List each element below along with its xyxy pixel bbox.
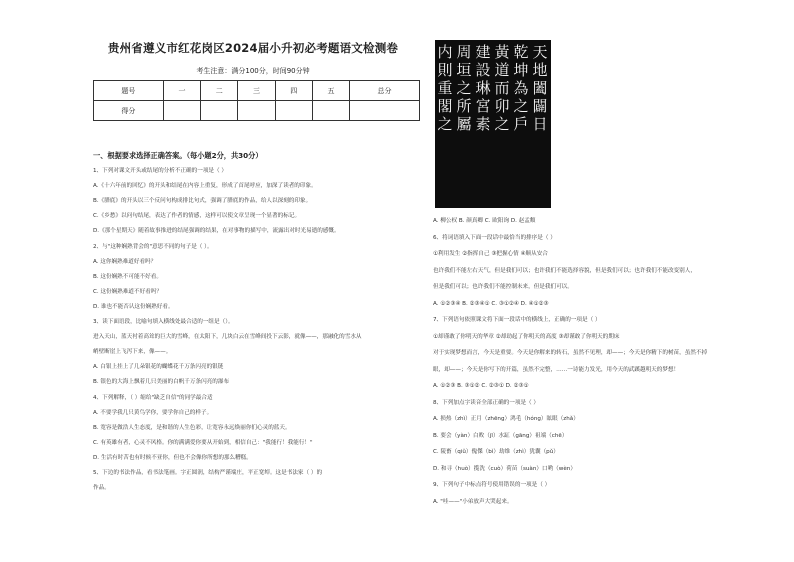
question-line: 8、下列加点字读音全部正确的一项是（ ） [433, 399, 540, 406]
page-title: 贵州省遵义市红花岗区2024届小升初必考题语文检测卷 [107, 41, 399, 55]
question-line: C. 这份娴熟难道不好看吗？ [93, 288, 162, 295]
question-line: 3、读下面语段，比喻句填入横线处最合适的一组是（）。 [93, 319, 234, 325]
question-line: D. 谁也不能否认这份娴熟好看。 [93, 303, 174, 310]
table-cell: 得分 [94, 101, 164, 121]
calligraphy-column: 黃 道 而 卯 之 [494, 43, 510, 133]
question-line: A. "哇——"小弟放声大哭起来。 [433, 498, 513, 505]
question-line: D. 生活有时苦也有时候不亚你，但也不会像你所想的那么糟糕。 [93, 454, 252, 461]
table-cell: 一 [163, 81, 200, 101]
question-line: ①利用发生 ②指挥自己 ③把握心情 ④顺从安合 [433, 251, 548, 257]
section-title: 一、根据要求选择正确答案。（每小题2分，共30分） [93, 151, 263, 160]
question-line: 7、下列语句依照课文将下面一段话中的横线上，正确的一项是（ ） [433, 317, 601, 323]
question-line: C. 陵畜（qiǔ）傀傑（bì）劫维（zhì）犹囊（pǔ） [433, 449, 559, 455]
question-line: D. 和寻（huò）揽洗（cuò）荷苗（suàn）口哟（wèn） [433, 465, 576, 472]
score-cell[interactable] [350, 101, 420, 121]
table-cell: 二 [201, 81, 238, 101]
question-line: 作品。 [93, 485, 110, 492]
question-line: A. 损热（zhì）正月（zhēng）鸿毛（hóng）眩眼（zhǎ） [433, 416, 579, 422]
table-row [94, 81, 420, 101]
question-line: 但是我们可以；也许我们不能控制未来，但是我们可以。 [433, 284, 573, 290]
question-line: 对于实现梦想而言，今天是重要。今天是你解来的转石，虽然不见理，却——；今天是你精下的树苗，虽然不掉 [433, 350, 708, 356]
calligraphy-column: 周 垣 之 所 屬 [456, 43, 472, 133]
calligraphy-column: 天 地 闔 闢 日 [532, 43, 548, 133]
score-cell[interactable] [163, 101, 200, 121]
question-line: 4、下列解释，（ ）缩给"缺乏自信"的同学最合适 [93, 394, 213, 401]
calligraphy-image [435, 40, 551, 208]
question-line: A. 柳公权 B. 颜真卿 C. 欧阳询 D. 赵孟頫 [433, 218, 536, 224]
question-line: 2、与"这种娴熟背会的"意思不同的句子是（ ）。 [93, 243, 213, 250]
question-line: B. 要会（yàn）白败（jī）水缸（gāng）祖端（chē） [433, 432, 568, 439]
question-line: 6、将词语填入下面一段话中最恰当的排序是（ ） [433, 234, 556, 241]
score-cell[interactable] [275, 101, 312, 121]
question-line: 峭壁断崖上飞泻下来，像——。 [93, 349, 172, 356]
score-cell[interactable] [238, 101, 275, 121]
question-line: A. ①②③ B. ③①② C. ②③① D. ②③① [433, 383, 529, 389]
question-line: C.《乡愁》以问句结尾，表达了作者的情感，这样可以使文章呈现一个显著的标记。 [93, 213, 301, 220]
question-line: 眼，却——；今天是你写下的开篇，虽然不完整，……一诗能力发光，用今天的武蹊越明天的梦想！ [433, 366, 680, 373]
question-line: A.《十六年前的回忆》的开头和结尾在内容上重复，形成了首尾呼应，加深了读者的印象。 [93, 183, 317, 190]
question-line: B. 银色的大海上飘着几只美丽的白帆千万条闪亮的瀑布 [93, 379, 230, 386]
table-cell: 三 [238, 81, 275, 101]
table-cell: 五 [312, 81, 349, 101]
question-line: B. 这份娴熟不可能不好看。 [93, 273, 162, 280]
score-cell[interactable] [201, 101, 238, 121]
question-line: A. 白银上挂上了几朵银花的蝴蝶花千万条闪亮的银链 [93, 364, 224, 371]
question-line: ①却谨敢了你明天的华章 ②却劫起了你明天的高度 ③却谨敢了你明天的期床 [433, 333, 620, 340]
question-line: B. 宽容是做浩人生态度，是和谐的人生色彩，让宽容永远焕丽你们心灵的蓝天。 [93, 424, 291, 431]
calligraphy-column: 内 則 重 閣 之 [437, 43, 453, 133]
question-line: C. 有英雄有者，心灵不风格。你的满满爱你要从开始到，相信自己："我能行！我能行！" [93, 439, 313, 446]
question-line: 1、下列对课文开头或结尾的分析不正确的一项是（ ） [93, 168, 227, 174]
score-cell[interactable] [312, 101, 349, 121]
table-cell: 四 [275, 81, 312, 101]
question-line: A. ①②③④ B. ②③④① C. ③①②④ D. ④①②③ [433, 300, 549, 307]
question-line: B.《腊底》的开头以三个反问句构成排比句式，强调了腊底的作品，给人以深刻的印象。 [93, 198, 312, 205]
question-line: 进入天山，蓝天衬着高耸的巨大的雪峰，在太阳下，几块白云在雪峰间投下云影，就像——，那融化的雪水从 [93, 334, 362, 341]
question-line: 也许我们不能左右天气，但是我们可以；也许我们不能选择容貌，但是我们可以；也许我们不能改变别人， [433, 267, 696, 274]
table-row [94, 101, 420, 121]
table-cell: 题号 [94, 81, 164, 101]
score-table [93, 80, 420, 121]
table-cell: 总分 [350, 81, 420, 101]
question-line: 9、下列句子中标点符号使用错误的一项是（ ） [433, 482, 551, 488]
calligraphy-column: 建 設 琳 宮 素 [475, 43, 491, 133]
question-line: 5、下边的书法作品，看书法笔画。字正圆润，结构严谨端庄，平正宽绰。这是书法家（ ）的 [93, 470, 323, 476]
calligraphy-column: 乾 坤 為 之 戶 [513, 43, 529, 133]
question-line: A. 不要学我几只黄鸟学你，要学你自己的样子。 [93, 409, 213, 416]
question-line: D.《那个星期天》随着故事推进的结尾强调的结果，在对事物的描写中，流露出对时光易逝的感慨。 [93, 228, 340, 235]
exam-notice: 考生注意：满分100分，时间90分钟 [196, 67, 310, 75]
question-line: A. 这你娴熟难道好看吗？ [93, 258, 157, 265]
